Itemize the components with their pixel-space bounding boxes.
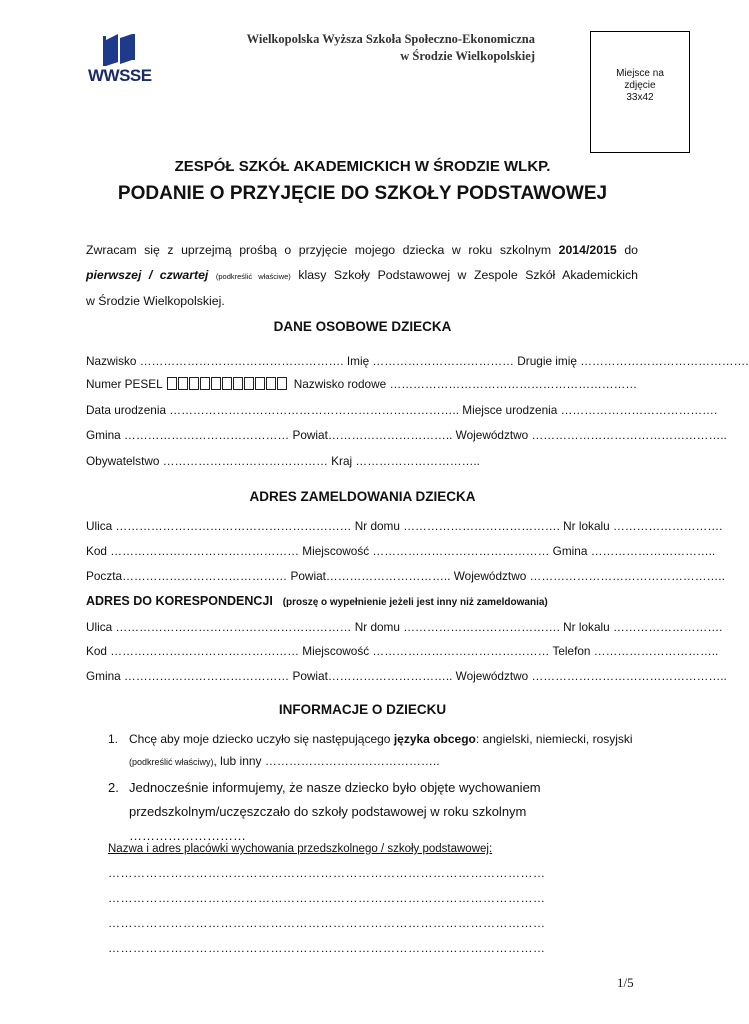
address-row-street[interactable]: Ulica …………………………………………………… Nr domu …………………………………. Nr lokalu ………………………. bbox=[86, 519, 723, 533]
info-item-preschool: 2. Jednocześnie informujemy, że nasze dziecko było objęte wychowaniem przedszkolnym/uczęszczało do szkoły podstawowej w roku szkolnym ……………………… bbox=[108, 780, 541, 843]
personal-row-birth[interactable]: Data urodzenia ……………………………………………………………….. Miejsce urodzenia …………………………………. bbox=[86, 403, 718, 417]
page-number: 1/5 bbox=[617, 975, 634, 990]
personal-row-region[interactable]: Gmina …………………………………… Powiat………………………….. Województwo ………………………………………….. bbox=[86, 428, 727, 442]
document-title: PODANIE O PRZYJĘCIE DO SZKOŁY PODSTAWOWEJ bbox=[117, 183, 608, 204]
intro-paragraph: Zwracam się z uprzejmą prośbą o przyjęcie mojego dziecka w roku szkolnym 2014/2015 do pierwszej / czwartej (podkreślić właściwe) klasy Szkoły Podstawowej w Zespole Szkół Akademickich w Środzie Wielkopolskiej. bbox=[86, 243, 638, 308]
dotted-line-3[interactable]: …………………………………………………………………………………………… bbox=[108, 916, 546, 930]
dotted-line-1[interactable]: …………………………………………………………………………………………… bbox=[108, 866, 546, 880]
institution-name: Wielkopolska Wyższa Szkoła Społeczno-Ekonomiczna w Środzie Wielkopolskiej bbox=[246, 32, 535, 63]
corr-row-street[interactable]: Ulica …………………………………………………… Nr domu …………………………………. Nr lokalu ………………………. bbox=[86, 620, 723, 634]
personal-row-name[interactable]: Nazwisko ……………………………………………. Imię ……………………………… Drugie imię ……………………………………. bbox=[86, 354, 749, 368]
correspondence-heading: ADRES DO KORESPONDENCJI (proszę o wypełnienie jeżeli jest inny niż zameldowania) bbox=[86, 594, 548, 608]
address-row-post[interactable]: Poczta…………………………………… Powiat………………………….. Województwo ………………………………………….. bbox=[86, 569, 725, 583]
personal-row-citizenship[interactable]: Obywatelstwo …………………………………… Kraj ………………………….. bbox=[86, 454, 480, 468]
dotted-line-4[interactable]: …………………………………………………………………………………………… bbox=[108, 941, 546, 955]
logo-text: WWSSE bbox=[88, 66, 152, 85]
corr-row-code[interactable]: Kod ………………………………………… Miejscowość ……………………………………… Telefon ………………………….. bbox=[86, 644, 719, 658]
address-heading: ADRES ZAMELDOWANIA DZIECKA bbox=[249, 489, 476, 504]
info-item-language: 1. Chcę aby moje dziecko uczyło się następującego języka obcego: angielski, niemiecki, rosyjski (podkreślić właściwy), lub inny …………………………………….. bbox=[108, 732, 633, 768]
photo-placeholder: Miejsce na zdjęcie 33x42 bbox=[590, 31, 690, 153]
pesel-boxes[interactable] bbox=[167, 377, 288, 391]
institution-label: Nazwa i adres placówki wychowania przedszkolnego / szkoły podstawowej: bbox=[108, 843, 493, 855]
personal-row-pesel[interactable]: Numer PESEL Nazwisko rodowe ……………………………………………………… bbox=[86, 377, 638, 391]
dotted-line-2[interactable]: …………………………………………………………………………………………… bbox=[108, 891, 546, 905]
info-heading: INFORMACJE O DZIECKU bbox=[278, 702, 447, 717]
school-title: ZESPÓŁ SZKÓŁ AKADEMICKICH W ŚRODZIE WLKP. bbox=[174, 158, 551, 175]
address-row-code[interactable]: Kod ………………………………………… Miejscowość ……………………………………… Gmina ………………………….. bbox=[86, 544, 716, 558]
corr-row-region[interactable]: Gmina …………………………………… Powiat………………………….. Województwo ………………………………………….. bbox=[86, 669, 727, 683]
personal-data-heading: DANE OSOBOWE DZIECKA bbox=[273, 319, 452, 334]
